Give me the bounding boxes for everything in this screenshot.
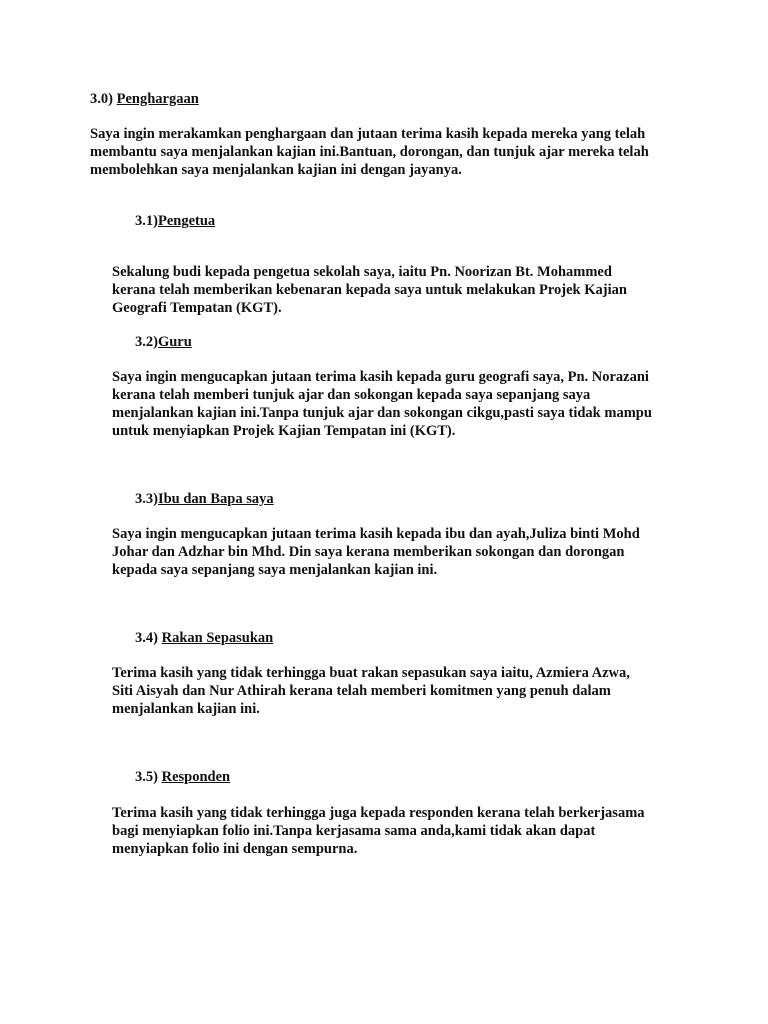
section-title: Penghargaan <box>116 91 199 107</box>
paragraph-line: Saya ingin merakamkan penghargaan dan jutaan terima kasih kepada mereka yang telah <box>90 126 646 142</box>
paragraph-line: kerana telah memberikan kebenaran kepada saya untuk melakukan Projek Kajian <box>112 282 627 298</box>
section-heading-rakan-sepasukan <box>135 629 273 647</box>
section-title: Ibu dan Bapa saya <box>157 491 274 507</box>
section-number: 3.5) <box>135 769 162 785</box>
paragraph-line: membantu saya menjalankan kajian ini.Bantuan, dorongan, dan tunjuk ajar mereka telah <box>90 144 649 160</box>
section-number: 3.0) <box>90 91 113 107</box>
paragraph-penghargaan <box>90 125 649 179</box>
section-title: Guru <box>157 334 192 350</box>
paragraph-line: menjalankan kajian ini.Tanpa tunjuk ajar dan sokongan cikgu,pasti saya tidak mampu <box>112 405 652 421</box>
paragraph-line: menyiapkan folio ini dengan sempurna. <box>112 841 358 857</box>
section-number: 3.2) <box>135 334 158 350</box>
paragraph-line: Terima kasih yang tidak terhingga juga kepada responden kerana telah berkerjasama <box>112 805 645 821</box>
paragraph-line: kepada saya sepanjang saya menjalankan kajian ini. <box>112 562 438 578</box>
section-heading-ibu-bapa <box>135 490 274 508</box>
paragraph-responden <box>112 804 645 858</box>
paragraph-line: menjalankan kajian ini. <box>112 701 260 717</box>
paragraph-line: Saya ingin mengucapkan jutaan terima kasih kepada ibu dan ayah,Juliza binti Mohd <box>112 526 640 542</box>
paragraph-line: Terima kasih yang tidak terhingga buat rakan sepasukan saya iaitu, Azmiera Azwa, <box>112 665 630 681</box>
paragraph-line: Johar dan Adzhar bin Mhd. Din saya kerana memberikan sokongan dan dorongan <box>112 544 625 560</box>
paragraph-line: kerana telah memberi tunjuk ajar dan sokongan kepada saya sepanjang saya <box>112 387 591 403</box>
paragraph-line: Saya ingin mengucapkan jutaan terima kasih kepada guru geografi saya, Pn. Norazani <box>112 369 649 385</box>
section-heading-penghargaan <box>90 90 199 108</box>
section-number: 3.1) <box>135 213 158 229</box>
paragraph-ibu-bapa <box>112 525 640 579</box>
paragraph-line: Geografi Tempatan (KGT). <box>112 300 282 316</box>
paragraph-guru <box>112 368 652 440</box>
paragraph-rakan-sepasukan <box>112 664 630 718</box>
paragraph-line: Sekalung budi kepada pengetua sekolah saya, iaitu Pn. Noorizan Bt. Mohammed <box>112 264 612 280</box>
paragraph-line: Siti Aisyah dan Nur Athirah kerana telah memberi komitmen yang penuh dalam <box>112 683 611 699</box>
section-heading-pengetua <box>135 212 215 230</box>
paragraph-pengetua <box>112 263 627 317</box>
section-number: 3.4) <box>135 630 162 646</box>
paragraph-line: bagi menyiapkan folio ini.Tanpa kerjasama sama anda,kami tidak akan dapat <box>112 823 596 839</box>
section-title: Responden <box>161 769 231 785</box>
section-title: Rakan Sepasukan <box>161 630 274 646</box>
section-heading-guru <box>135 333 192 351</box>
section-heading-responden <box>135 768 230 786</box>
paragraph-line: membolehkan saya menjalankan kajian ini dengan jayanya. <box>90 162 462 178</box>
paragraph-line: untuk menyiapkan Projek Kajian Tempatan ini (KGT). <box>112 423 456 439</box>
section-number: 3.3) <box>135 491 158 507</box>
section-title: Pengetua <box>157 213 216 229</box>
